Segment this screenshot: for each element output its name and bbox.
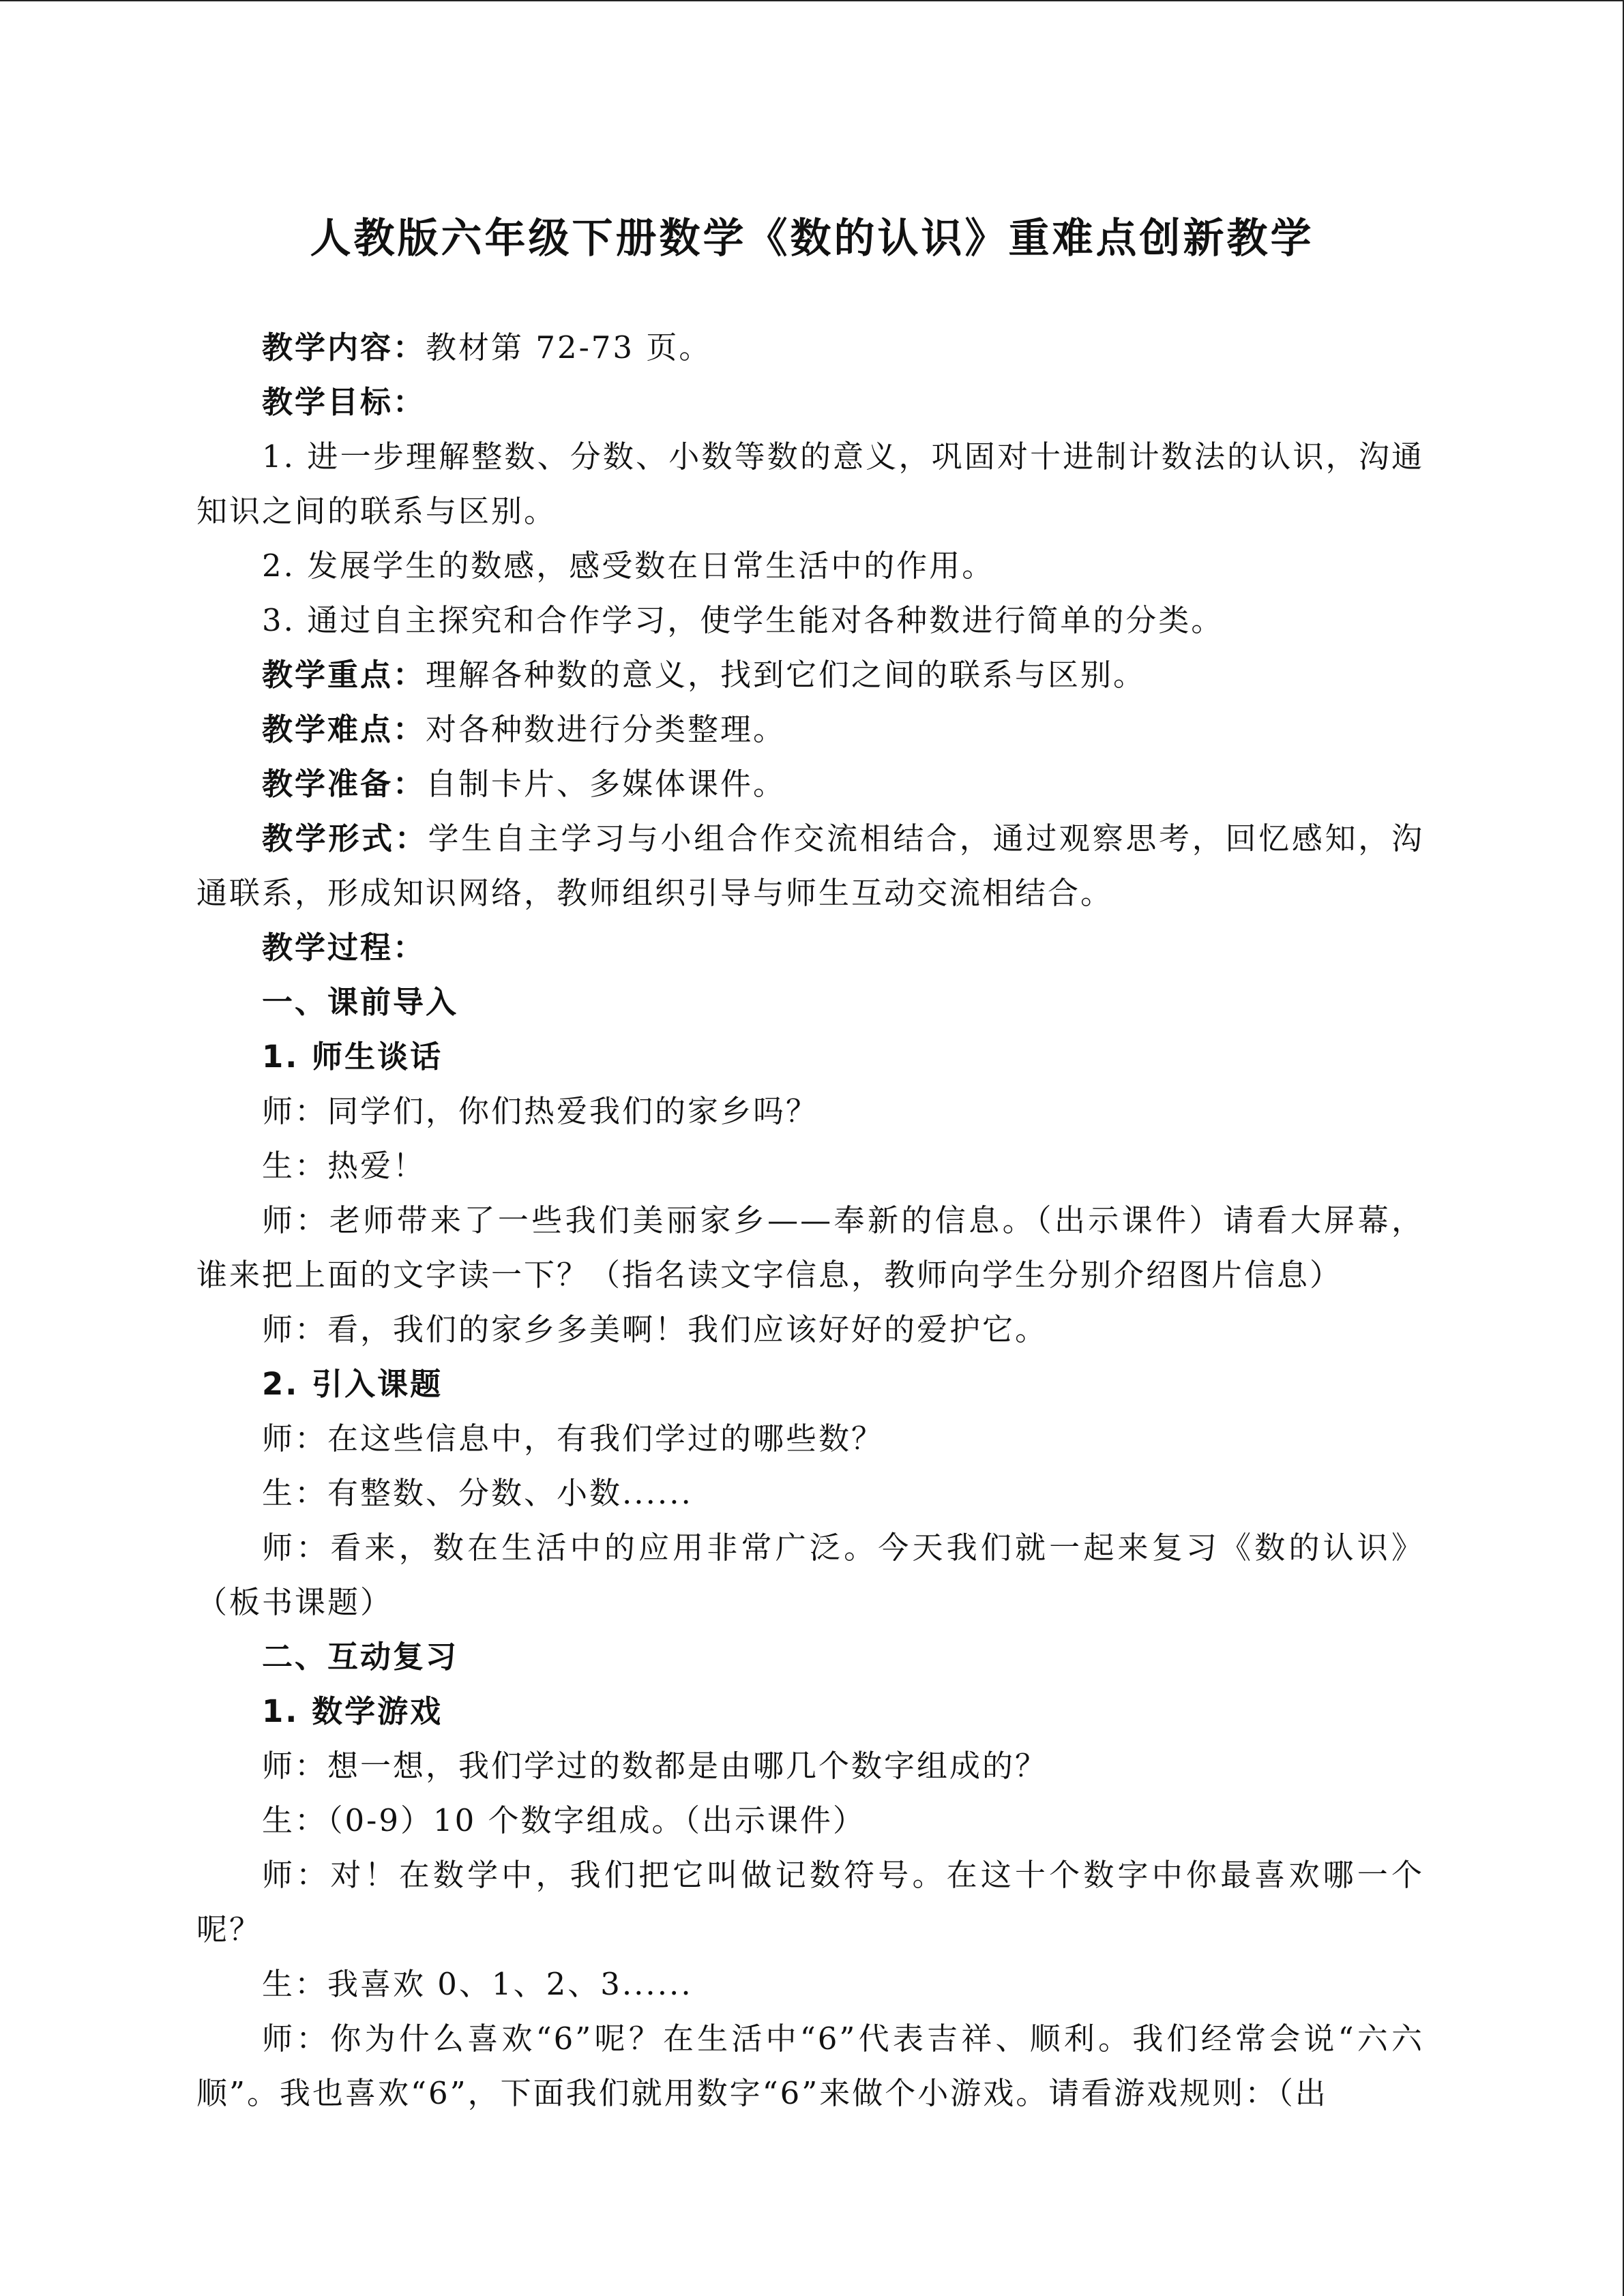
- goal-2: 2. 发展学生的数感，感受数在日常生活中的作用。: [262, 548, 995, 584]
- teaching-key-points: [196, 648, 1424, 702]
- dialogue-line: 师：老师带来了一些我们美丽家乡——奉新的信息。（出示课件）请看大屏幕，谁来把上面的文字读一下？（指名读文字信息，教师向学生分别介绍图片信息）: [196, 1202, 1424, 1293]
- difficulty-label: 教学难点：: [262, 711, 426, 747]
- dialogue-line: 师：看，我们的家乡多美啊！我们应该好好的爱护它。: [262, 1311, 1048, 1347]
- document-title: 人教版六年级下册数学《数的认识》重难点创新教学: [310, 215, 1314, 263]
- document-body: [196, 320, 1424, 2121]
- subsection-heading-1-1: 1. 师生谈话: [262, 1039, 443, 1075]
- dialogue-line: 师：对！在数学中，我们把它叫做记数符号。在这十个数字中你最喜欢哪一个呢？: [196, 1857, 1424, 1948]
- section-heading-2: 二、互动复习: [262, 1639, 459, 1675]
- teaching-process-heading: 教学过程：: [262, 929, 426, 966]
- key-label: 教学重点：: [262, 657, 426, 693]
- teaching-content-label: 教学内容：: [262, 329, 426, 366]
- key-text: 理解各种数的意义，找到它们之间的联系与区别。: [426, 657, 1147, 693]
- dialogue-line: 生：（0-9）10 个数字组成。（出示课件）: [262, 1802, 866, 1838]
- section-heading-1: 一、课前导入: [262, 984, 459, 1020]
- form-label: 教学形式：: [262, 820, 428, 856]
- difficulty-text: 对各种数进行分类整理。: [426, 711, 786, 747]
- teaching-difficulty: [196, 702, 1424, 757]
- dialogue-line: 师：在这些信息中，有我们学过的哪些数？: [262, 1420, 885, 1457]
- dialogue-line: 师：你为什么喜欢“6”呢？在生活中“6”代表吉祥、顺利。我们经常会说“六六顺”。我也喜欢“6”，下面我们就用数字“6”来做个小游戏。请看游戏规则：（出: [196, 2021, 1424, 2111]
- goal-1: 1. 进一步理解整数、分数、小数等数的意义，巩固对十进制计数法的认识，沟通知识之间的联系与区别。: [196, 438, 1424, 529]
- dialogue-line: 生：我喜欢 0、1、2、3......: [262, 1966, 693, 2002]
- goal-3: 3. 通过自主探究和合作学习，使学生能对各种数进行简单的分类。: [262, 602, 1224, 638]
- subsection-heading-2-1: 1. 数学游戏: [262, 1693, 443, 1729]
- dialogue-line: 师：想一想，我们学过的数都是由哪几个数字组成的？: [262, 1748, 1048, 1784]
- teaching-content: [196, 320, 1424, 375]
- teaching-preparation: [196, 757, 1424, 811]
- teaching-goals-heading: 教学目标：: [262, 384, 426, 420]
- subsection-heading-1-2: 2. 引入课题: [262, 1366, 443, 1402]
- dialogue-line: 师：看来，数在生活中的应用非常广泛。今天我们就一起来复习《数的认识》（板书课题）: [196, 1530, 1424, 1620]
- prep-text: 自制卡片、多媒体课件。: [426, 766, 786, 802]
- prep-label: 教学准备：: [262, 766, 426, 802]
- teaching-content-text: 教材第 72-73 页。: [426, 329, 712, 366]
- dialogue-line: 师：同学们，你们热爱我们的家乡吗？: [262, 1093, 819, 1129]
- teaching-form: [196, 811, 1424, 921]
- form-text: 学生自主学习与小组合作交流相结合，通过观察思考，回忆感知，沟通联系，形成知识网络，教师组织引导与师生互动交流相结合。: [196, 820, 1424, 911]
- dialogue-line: 生：热爱！: [262, 1148, 426, 1184]
- dialogue-line: 生：有整数、分数、小数......: [262, 1475, 693, 1511]
